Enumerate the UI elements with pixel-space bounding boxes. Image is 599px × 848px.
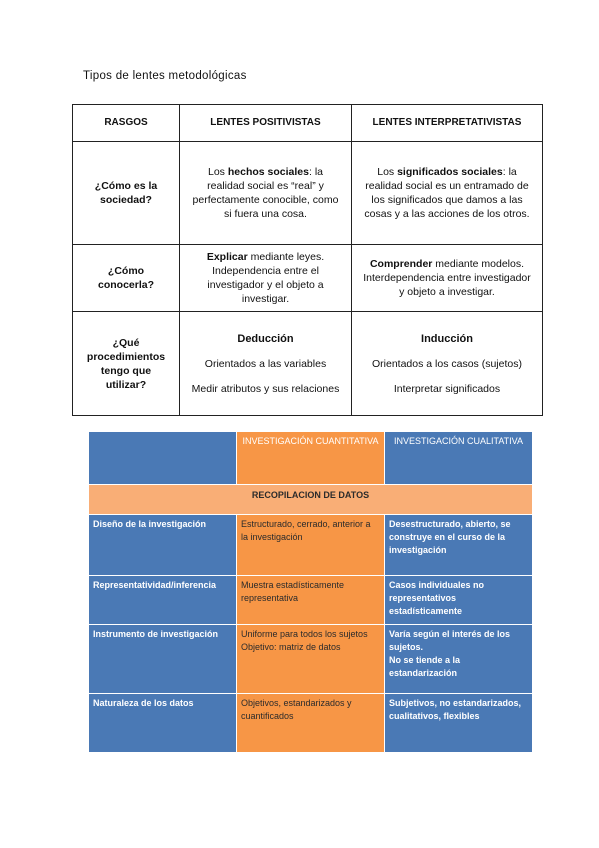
interpretivist-cell: Los significados sociales: la realidad social es un entramado de los significados que damos a las cosas y a las acciones de los otros.	[352, 142, 543, 245]
methodological-lenses-table	[72, 104, 543, 416]
quantitative-line: Objetivo: matriz de datos	[241, 642, 341, 652]
positivist-line: Medir atributos y sus relaciones	[191, 382, 340, 395]
table-row	[73, 245, 543, 312]
qualitative-cell: Desestructurado, abierto, se construye en el curso de la investigación	[385, 515, 533, 576]
data-collection-table	[88, 431, 533, 753]
page-caption: Tipos de lentes metodológicas	[83, 70, 247, 82]
quantitative-cell: Estructurado, cerrado, anterior a la investigación	[237, 515, 385, 576]
header-positivistas: LENTES POSITIVISTAS	[180, 105, 352, 142]
positivist-cell: Los hechos sociales: la realidad social es “real” y perfectamente conocible, como si fuera una cosa.	[180, 142, 352, 245]
table-row	[89, 694, 533, 753]
table-header-row	[73, 105, 543, 142]
positivist-line: Orientados a las variables	[204, 357, 327, 370]
rasgo-cell: ¿Cómo conocerla?	[73, 245, 180, 312]
table-row	[89, 515, 533, 576]
table-header-row	[89, 432, 533, 485]
interpretivist-cell	[352, 312, 543, 416]
quantitative-cell	[237, 625, 385, 694]
header-rasgos: RASGOS	[73, 105, 180, 142]
interpretivist-cell: Comprender mediante modelos. Interdependencia entre investigador y objeto a investigar.	[352, 245, 543, 312]
quantitative-cell: Muestra estadísticamente representativa	[237, 576, 385, 625]
quantitative-line: Uniforme para todos los sujetos	[241, 629, 368, 639]
row-label: Diseño de la investigación	[89, 515, 237, 576]
header-interpretativistas: LENTES INTERPRETATIVISTAS	[352, 105, 543, 142]
header-quantitative: INVESTIGACIÓN CUANTITATIVA	[237, 432, 385, 485]
interpretivist-line: Interpretar significados	[393, 382, 501, 395]
rasgo-cell: ¿Cómo es la sociedad?	[73, 142, 180, 245]
deduccion-title: Deducción	[237, 332, 294, 345]
table-row	[89, 625, 533, 694]
positivist-cell	[180, 312, 352, 416]
row-label: Naturaleza de los datos	[89, 694, 237, 753]
qualitative-line: Varía según el interés de los sujetos.	[389, 629, 511, 652]
qualitative-cell: Casos individuales no representativos estadísticamente	[385, 576, 533, 625]
header-empty	[89, 432, 237, 485]
row-label: Representatividad/inferencia	[89, 576, 237, 625]
qualitative-cell	[385, 625, 533, 694]
row-label: Instrumento de investigación	[89, 625, 237, 694]
interpretivist-line: Orientados a los casos (sujetos)	[372, 357, 522, 370]
section-band: RECOPILACION DE DATOS	[89, 485, 533, 515]
qualitative-line: No se tiende a la estandarización	[389, 655, 461, 678]
rasgo-cell: ¿Qué procedimientos tengo que utilizar?	[73, 312, 180, 416]
induccion-title: Inducción	[421, 332, 473, 345]
quantitative-cell: Objetivos, estandarizados y cuantificados	[237, 694, 385, 753]
header-qualitative: INVESTIGACIÓN CUALITATIVA	[385, 432, 533, 485]
qualitative-cell: Subjetivos, no estandarizados, cualitativos, flexibles	[385, 694, 533, 753]
table-row	[89, 576, 533, 625]
table-row	[73, 312, 543, 416]
section-band-row	[89, 485, 533, 515]
positivist-cell: Explicar mediante leyes. Independencia entre el investigador y el objeto a investigar.	[180, 245, 352, 312]
table-row	[73, 142, 543, 245]
